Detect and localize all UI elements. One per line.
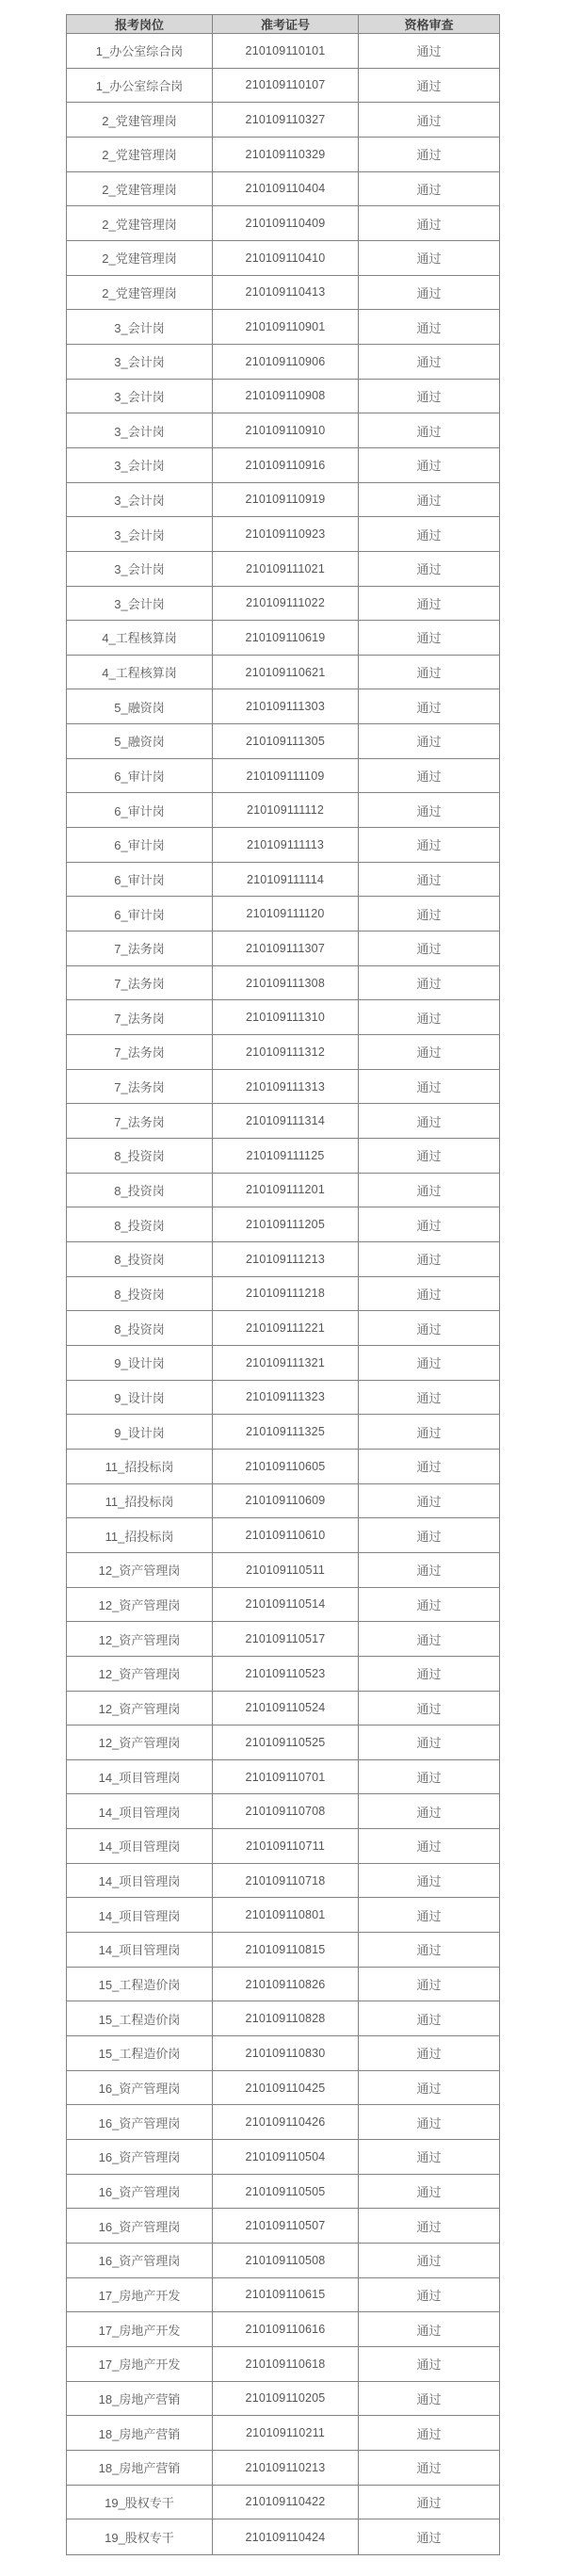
cell-ticket: 210109111314	[213, 1104, 359, 1139]
table-row	[67, 1449, 500, 1483]
table-row	[67, 68, 500, 103]
cell-ticket: 210109110101	[213, 34, 359, 69]
cell-status: 通过	[359, 1241, 500, 1276]
table-row	[67, 828, 500, 863]
header-position: 报考岗位	[67, 15, 213, 34]
table-row	[67, 2519, 500, 2555]
cell-position: 18_房地产营销	[67, 2416, 213, 2451]
table-row	[67, 2450, 500, 2485]
cell-status: 通过	[359, 344, 500, 379]
cell-status: 通过	[359, 621, 500, 656]
table-row	[67, 689, 500, 724]
cell-status: 通过	[359, 1759, 500, 1794]
cell-ticket: 210109110327	[213, 103, 359, 138]
cell-status: 通过	[359, 275, 500, 310]
table-row	[67, 758, 500, 793]
cell-status: 通过	[359, 1691, 500, 1725]
cell-ticket: 210109110514	[213, 1587, 359, 1622]
table-row	[67, 34, 500, 69]
cell-position: 6_审计岗	[67, 897, 213, 932]
cell-ticket: 210109111323	[213, 1380, 359, 1415]
cell-status: 通过	[359, 1345, 500, 1380]
cell-status: 通过	[359, 137, 500, 171]
table-row	[67, 2140, 500, 2175]
cell-ticket: 210109110504	[213, 2140, 359, 2175]
cell-position: 8_投资岗	[67, 1139, 213, 1174]
cell-ticket: 210109111325	[213, 1415, 359, 1450]
cell-position: 6_审计岗	[67, 793, 213, 828]
table-row	[67, 1380, 500, 1415]
cell-ticket: 210109111321	[213, 1345, 359, 1380]
cell-ticket: 210109110609	[213, 1483, 359, 1518]
table-row	[67, 447, 500, 482]
cell-ticket: 210109111022	[213, 586, 359, 621]
cell-position: 6_审计岗	[67, 828, 213, 863]
cell-ticket: 210109110213	[213, 2450, 359, 2485]
cell-ticket: 210109110923	[213, 517, 359, 552]
cell-position: 18_房地产营销	[67, 2381, 213, 2416]
table-row	[67, 1000, 500, 1035]
cell-ticket: 210109110409	[213, 206, 359, 241]
cell-position: 6_审计岗	[67, 862, 213, 897]
table-row	[67, 1139, 500, 1174]
table-row	[67, 1933, 500, 1968]
cell-status: 通过	[359, 1415, 500, 1450]
cell-ticket: 210109110815	[213, 1933, 359, 1968]
cell-ticket: 210109110505	[213, 2174, 359, 2209]
cell-position: 16_资产管理岗	[67, 2140, 213, 2175]
table-row	[67, 1587, 500, 1622]
cell-position: 7_法务岗	[67, 1000, 213, 1035]
cell-position: 16_资产管理岗	[67, 2070, 213, 2105]
cell-status: 通过	[359, 1207, 500, 1242]
cell-status: 通过	[359, 1380, 500, 1415]
cell-ticket: 210109111109	[213, 758, 359, 793]
table-body	[67, 34, 500, 2555]
table-row	[67, 2485, 500, 2519]
cell-status: 通过	[359, 2277, 500, 2312]
cell-ticket: 210109111114	[213, 862, 359, 897]
cell-ticket: 210109110605	[213, 1449, 359, 1483]
table-row	[67, 1518, 500, 1553]
cell-ticket: 210109110718	[213, 1863, 359, 1898]
cell-position: 4_工程核算岗	[67, 655, 213, 689]
cell-status: 通过	[359, 1898, 500, 1933]
cell-position: 15_工程造价岗	[67, 1967, 213, 2001]
table-row	[67, 2105, 500, 2140]
cell-position: 2_党建管理岗	[67, 240, 213, 275]
cell-status: 通过	[359, 2209, 500, 2244]
table-row	[67, 1069, 500, 1104]
cell-position: 3_会计岗	[67, 344, 213, 379]
table-row	[67, 137, 500, 171]
cell-status: 通过	[359, 1967, 500, 2001]
table-row	[67, 1759, 500, 1794]
table-row	[67, 1552, 500, 1587]
cell-status: 通过	[359, 862, 500, 897]
cell-ticket: 210109110610	[213, 1518, 359, 1553]
cell-position: 17_房地产开发	[67, 2346, 213, 2381]
table-row	[67, 2174, 500, 2209]
cell-position: 14_项目管理岗	[67, 1898, 213, 1933]
cell-status: 通过	[359, 310, 500, 345]
cell-status: 通过	[359, 413, 500, 448]
cell-position: 17_房地产开发	[67, 2277, 213, 2312]
table-row	[67, 1725, 500, 1760]
cell-status: 通过	[359, 828, 500, 863]
cell-position: 2_党建管理岗	[67, 171, 213, 206]
cell-position: 16_资产管理岗	[67, 2209, 213, 2244]
cell-status: 通过	[359, 206, 500, 241]
table-row	[67, 2070, 500, 2105]
cell-status: 通过	[359, 1794, 500, 1829]
table-row	[67, 2416, 500, 2451]
cell-ticket: 210109110711	[213, 1829, 359, 1864]
cell-ticket: 210109110908	[213, 379, 359, 413]
cell-status: 通过	[359, 68, 500, 103]
table-row	[67, 932, 500, 966]
cell-position: 7_法务岗	[67, 1035, 213, 1070]
cell-ticket: 210109110910	[213, 413, 359, 448]
cell-position: 18_房地产营销	[67, 2450, 213, 2485]
header-review-status: 资格审查	[359, 15, 500, 34]
cell-ticket: 210109110701	[213, 1759, 359, 1794]
cell-ticket: 210109110508	[213, 2244, 359, 2278]
cell-position: 4_工程核算岗	[67, 621, 213, 656]
cell-ticket: 210109110826	[213, 1967, 359, 2001]
cell-status: 通过	[359, 2312, 500, 2347]
table-row	[67, 1898, 500, 1933]
cell-ticket: 210109110329	[213, 137, 359, 171]
cell-ticket: 210109111021	[213, 551, 359, 586]
cell-status: 通过	[359, 1518, 500, 1553]
cell-ticket: 210109110410	[213, 240, 359, 275]
cell-status: 通过	[359, 897, 500, 932]
cell-position: 8_投资岗	[67, 1276, 213, 1311]
table-row	[67, 586, 500, 621]
cell-ticket: 210109110616	[213, 2312, 359, 2347]
cell-status: 通过	[359, 2105, 500, 2140]
table-row	[67, 1276, 500, 1311]
cell-status: 通过	[359, 1863, 500, 1898]
cell-ticket: 210109110901	[213, 310, 359, 345]
cell-status: 通过	[359, 1587, 500, 1622]
cell-position: 3_会计岗	[67, 447, 213, 482]
cell-status: 通过	[359, 2346, 500, 2381]
cell-position: 6_审计岗	[67, 758, 213, 793]
table-row	[67, 551, 500, 586]
cell-ticket: 210109110619	[213, 621, 359, 656]
table-row	[67, 1173, 500, 1207]
cell-ticket: 210109111218	[213, 1276, 359, 1311]
cell-ticket: 210109111112	[213, 793, 359, 828]
cell-position: 9_设计岗	[67, 1415, 213, 1450]
table-row	[67, 1691, 500, 1725]
cell-ticket: 210109110524	[213, 1691, 359, 1725]
cell-ticket: 210109111205	[213, 1207, 359, 1242]
cell-status: 通过	[359, 2450, 500, 2485]
cell-position: 3_会计岗	[67, 482, 213, 517]
table-row	[67, 1311, 500, 1346]
cell-position: 14_项目管理岗	[67, 1863, 213, 1898]
cell-ticket: 210109110107	[213, 68, 359, 103]
cell-ticket: 210109110618	[213, 2346, 359, 2381]
table-row	[67, 2001, 500, 2036]
cell-position: 12_资产管理岗	[67, 1656, 213, 1691]
cell-position: 2_党建管理岗	[67, 206, 213, 241]
cell-ticket: 210109110906	[213, 344, 359, 379]
cell-status: 通过	[359, 517, 500, 552]
cell-status: 通过	[359, 2416, 500, 2451]
table-row	[67, 2277, 500, 2312]
cell-position: 12_资产管理岗	[67, 1587, 213, 1622]
cell-position: 12_资产管理岗	[67, 1725, 213, 1760]
cell-position: 12_资产管理岗	[67, 1691, 213, 1725]
cell-ticket: 210109110425	[213, 2070, 359, 2105]
cell-position: 17_房地产开发	[67, 2312, 213, 2347]
cell-position: 1_办公室综合岗	[67, 68, 213, 103]
cell-ticket: 210109110615	[213, 2277, 359, 2312]
cell-position: 16_资产管理岗	[67, 2174, 213, 2209]
cell-position: 9_设计岗	[67, 1345, 213, 1380]
cell-status: 通过	[359, 1725, 500, 1760]
table-row	[67, 103, 500, 138]
cell-ticket: 210109111310	[213, 1000, 359, 1035]
cell-position: 19_股权专干	[67, 2519, 213, 2555]
table-row	[67, 621, 500, 656]
cell-position: 11_招投标岗	[67, 1518, 213, 1553]
table-row	[67, 724, 500, 759]
cell-position: 2_党建管理岗	[67, 137, 213, 171]
table-row	[67, 1483, 500, 1518]
cell-status: 通过	[359, 482, 500, 517]
header-ticket-number: 准考证号	[213, 15, 359, 34]
table-row	[67, 1345, 500, 1380]
table-row	[67, 206, 500, 241]
cell-status: 通过	[359, 1829, 500, 1864]
cell-status: 通过	[359, 1311, 500, 1346]
cell-position: 8_投资岗	[67, 1173, 213, 1207]
cell-ticket: 210109110919	[213, 482, 359, 517]
table-row	[67, 1207, 500, 1242]
table-row	[67, 1241, 500, 1276]
cell-ticket: 210109110424	[213, 2519, 359, 2555]
cell-position: 1_办公室综合岗	[67, 34, 213, 69]
cell-status: 通过	[359, 1276, 500, 1311]
cell-position: 7_法务岗	[67, 1069, 213, 1104]
cell-status: 通过	[359, 2140, 500, 2175]
cell-ticket: 210109110413	[213, 275, 359, 310]
cell-status: 通过	[359, 1069, 500, 1104]
cell-ticket: 210109110426	[213, 2105, 359, 2140]
table-row	[67, 275, 500, 310]
cell-status: 通过	[359, 1139, 500, 1174]
cell-ticket: 210109111313	[213, 1069, 359, 1104]
cell-status: 通过	[359, 240, 500, 275]
cell-position: 2_党建管理岗	[67, 103, 213, 138]
table-row	[67, 1035, 500, 1070]
cell-status: 通过	[359, 2485, 500, 2519]
cell-position: 12_资产管理岗	[67, 1552, 213, 1587]
table-row	[67, 1967, 500, 2001]
cell-status: 通过	[359, 586, 500, 621]
table-row	[67, 793, 500, 828]
cell-ticket: 210109110621	[213, 655, 359, 689]
table-row	[67, 2346, 500, 2381]
table-row	[67, 2381, 500, 2416]
table-row	[67, 517, 500, 552]
cell-ticket: 210109111305	[213, 724, 359, 759]
table-row	[67, 1863, 500, 1898]
cell-ticket: 210109111201	[213, 1173, 359, 1207]
cell-position: 9_设计岗	[67, 1380, 213, 1415]
cell-status: 通过	[359, 1000, 500, 1035]
table-row	[67, 2036, 500, 2071]
cell-ticket: 210109111221	[213, 1311, 359, 1346]
cell-status: 通过	[359, 447, 500, 482]
cell-status: 通过	[359, 171, 500, 206]
cell-status: 通过	[359, 2001, 500, 2036]
cell-position: 3_会计岗	[67, 379, 213, 413]
cell-status: 通过	[359, 2036, 500, 2071]
table-row	[67, 1104, 500, 1139]
cell-ticket: 210109111303	[213, 689, 359, 724]
cell-position: 3_会计岗	[67, 551, 213, 586]
cell-ticket: 210109110404	[213, 171, 359, 206]
cell-status: 通过	[359, 2519, 500, 2555]
cell-position: 8_投资岗	[67, 1241, 213, 1276]
cell-ticket: 210109110205	[213, 2381, 359, 2416]
cell-position: 8_投资岗	[67, 1207, 213, 1242]
cell-ticket: 210109110525	[213, 1725, 359, 1760]
table-row	[67, 897, 500, 932]
table-row	[67, 2209, 500, 2244]
cell-status: 通过	[359, 1173, 500, 1207]
table-row	[67, 2244, 500, 2278]
cell-ticket: 210109110828	[213, 2001, 359, 2036]
cell-ticket: 210109111113	[213, 828, 359, 863]
cell-ticket: 210109110801	[213, 1898, 359, 1933]
table-row	[67, 655, 500, 689]
cell-ticket: 210109111308	[213, 965, 359, 1000]
cell-position: 16_资产管理岗	[67, 2105, 213, 2140]
cell-ticket: 210109111307	[213, 932, 359, 966]
cell-position: 14_项目管理岗	[67, 1794, 213, 1829]
cell-position: 3_会计岗	[67, 310, 213, 345]
cell-status: 通过	[359, 689, 500, 724]
cell-position: 2_党建管理岗	[67, 275, 213, 310]
cell-status: 通过	[359, 1104, 500, 1139]
cell-status: 通过	[359, 793, 500, 828]
cell-status: 通过	[359, 932, 500, 966]
cell-position: 7_法务岗	[67, 1104, 213, 1139]
table-row	[67, 1829, 500, 1864]
cell-ticket: 210109111120	[213, 897, 359, 932]
cell-position: 11_招投标岗	[67, 1449, 213, 1483]
table-row	[67, 965, 500, 1000]
cell-status: 通过	[359, 965, 500, 1000]
table-row	[67, 344, 500, 379]
qualification-review-table	[66, 14, 500, 2555]
cell-status: 通过	[359, 1449, 500, 1483]
cell-position: 8_投资岗	[67, 1311, 213, 1346]
cell-position: 14_项目管理岗	[67, 1759, 213, 1794]
table-row	[67, 310, 500, 345]
cell-status: 通过	[359, 34, 500, 69]
cell-ticket: 210109110523	[213, 1656, 359, 1691]
cell-ticket: 210109110422	[213, 2485, 359, 2519]
cell-position: 15_工程造价岗	[67, 2001, 213, 2036]
table-row	[67, 1794, 500, 1829]
cell-ticket: 210109110916	[213, 447, 359, 482]
cell-position: 3_会计岗	[67, 413, 213, 448]
table-row	[67, 240, 500, 275]
cell-status: 通过	[359, 2244, 500, 2278]
cell-position: 15_工程造价岗	[67, 2036, 213, 2071]
cell-status: 通过	[359, 1035, 500, 1070]
cell-status: 通过	[359, 1656, 500, 1691]
cell-position: 5_融资岗	[67, 689, 213, 724]
cell-position: 7_法务岗	[67, 965, 213, 1000]
cell-position: 19_股权专干	[67, 2485, 213, 2519]
cell-status: 通过	[359, 551, 500, 586]
cell-status: 通过	[359, 379, 500, 413]
table-row	[67, 413, 500, 448]
table-row	[67, 862, 500, 897]
table-row	[67, 482, 500, 517]
cell-status: 通过	[359, 1483, 500, 1518]
cell-ticket: 210109110507	[213, 2209, 359, 2244]
table-row	[67, 1415, 500, 1450]
cell-position: 14_项目管理岗	[67, 1829, 213, 1864]
cell-status: 通过	[359, 758, 500, 793]
cell-ticket: 210109110517	[213, 1622, 359, 1657]
cell-status: 通过	[359, 2174, 500, 2209]
cell-position: 16_资产管理岗	[67, 2244, 213, 2278]
cell-position: 14_项目管理岗	[67, 1933, 213, 1968]
cell-status: 通过	[359, 1552, 500, 1587]
cell-position: 5_融资岗	[67, 724, 213, 759]
cell-ticket: 210109110708	[213, 1794, 359, 1829]
cell-position: 12_资产管理岗	[67, 1622, 213, 1657]
cell-position: 11_招投标岗	[67, 1483, 213, 1518]
cell-status: 通过	[359, 1622, 500, 1657]
cell-ticket: 210109111213	[213, 1241, 359, 1276]
cell-ticket: 210109111125	[213, 1139, 359, 1174]
cell-ticket: 210109110830	[213, 2036, 359, 2071]
table-row	[67, 2312, 500, 2347]
cell-ticket: 210109110511	[213, 1552, 359, 1587]
cell-ticket: 210109111312	[213, 1035, 359, 1070]
cell-position: 3_会计岗	[67, 517, 213, 552]
cell-status: 通过	[359, 2381, 500, 2416]
cell-status: 通过	[359, 655, 500, 689]
cell-position: 3_会计岗	[67, 586, 213, 621]
table-row	[67, 1622, 500, 1657]
cell-status: 通过	[359, 2070, 500, 2105]
cell-position: 7_法务岗	[67, 932, 213, 966]
cell-status: 通过	[359, 103, 500, 138]
cell-status: 通过	[359, 724, 500, 759]
table-row	[67, 379, 500, 413]
table-header-row	[67, 15, 500, 34]
cell-ticket: 210109110211	[213, 2416, 359, 2451]
table-row	[67, 171, 500, 206]
cell-status: 通过	[359, 1933, 500, 1968]
table-row	[67, 1656, 500, 1691]
